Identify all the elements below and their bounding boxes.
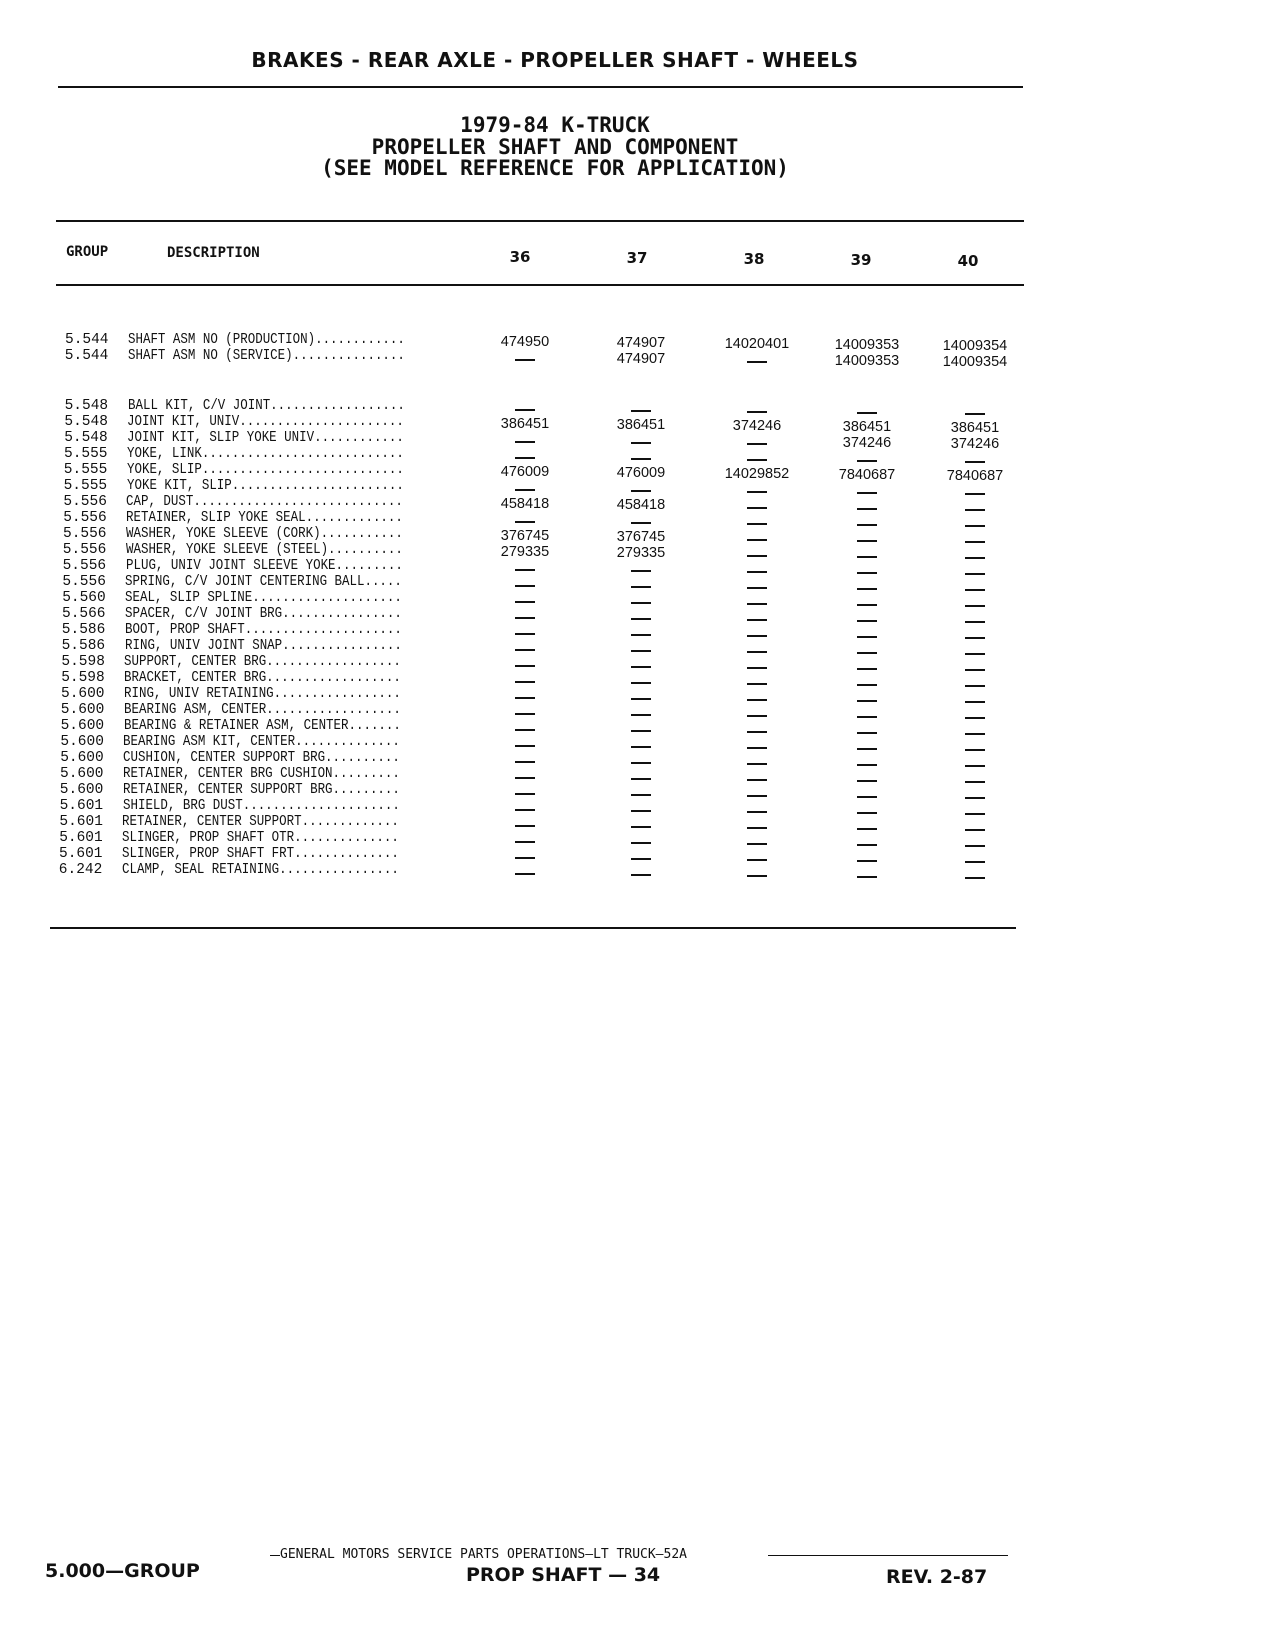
- row-group-number: 5.601: [59, 830, 103, 846]
- row-description: YOKE KIT, SLIP.......................: [126, 478, 404, 494]
- not-applicable-dash: [631, 522, 651, 524]
- not-applicable-dash: [747, 459, 767, 461]
- row-description: RETAINER, CENTER BRG CUSHION.........: [123, 766, 400, 782]
- not-applicable-dash: [747, 619, 767, 621]
- not-applicable-dash: [515, 601, 535, 603]
- not-applicable-dash: [515, 457, 535, 459]
- not-applicable-dash: [515, 777, 535, 779]
- row-description: RING, UNIV JOINT SNAP................: [124, 638, 402, 654]
- row-description: CLAMP, SEAL RETAINING................: [121, 862, 399, 878]
- not-applicable-dash: [965, 781, 985, 783]
- not-applicable-dash: [747, 667, 767, 669]
- row-description: WASHER, YOKE SLEEVE (CORK)...........: [126, 526, 403, 542]
- row-group-number: 5.601: [59, 846, 103, 862]
- not-applicable-dash: [631, 794, 651, 796]
- part-number-cell: 14009354: [942, 337, 1008, 354]
- not-applicable-dash: [965, 813, 985, 815]
- not-applicable-dash: [857, 668, 877, 670]
- row-description: PLUG, UNIV JOINT SLEEVE YOKE.........: [125, 558, 403, 574]
- not-applicable-dash: [747, 587, 767, 589]
- row-group-number: 5.598: [61, 654, 105, 670]
- row-group-number: 5.600: [60, 702, 105, 718]
- row-group-number: 5.556: [62, 542, 107, 558]
- not-applicable-dash: [857, 540, 877, 542]
- row-group-number: 5.600: [60, 734, 104, 750]
- not-applicable-dash: [857, 844, 877, 846]
- row-description: BEARING & RETAINER ASM, CENTER.......: [123, 718, 401, 734]
- not-applicable-dash: [965, 797, 985, 799]
- part-number-cell: 386451: [500, 415, 550, 432]
- not-applicable-dash: [747, 779, 767, 781]
- not-applicable-dash: [747, 747, 767, 749]
- row-group-number: 5.544: [65, 332, 109, 348]
- not-applicable-dash: [747, 875, 767, 877]
- not-applicable-dash: [857, 460, 877, 462]
- section-header: BRAKES - REAR AXLE - PROPELLER SHAFT - WHEELS: [251, 48, 859, 72]
- not-applicable-dash: [747, 683, 767, 685]
- row-group-number: 5.600: [61, 686, 105, 702]
- not-applicable-dash: [747, 491, 767, 493]
- not-applicable-dash: [515, 521, 535, 523]
- part-number-cell: 476009: [616, 464, 666, 481]
- row-group-number: 5.586: [61, 622, 106, 638]
- row-description: JOINT KIT, SLIP YOKE UNIV............: [127, 430, 405, 446]
- row-group-number: 5.555: [64, 446, 108, 462]
- part-number-cell: 474907: [616, 350, 666, 367]
- footer-revision: REV. 2-87: [886, 1566, 988, 1588]
- not-applicable-dash: [747, 411, 767, 413]
- not-applicable-dash: [747, 843, 767, 845]
- footer-line-right-rule: [768, 1555, 1008, 1556]
- not-applicable-dash: [857, 812, 877, 814]
- row-group-number: 5.600: [60, 750, 104, 766]
- not-applicable-dash: [631, 762, 651, 764]
- not-applicable-dash: [857, 636, 877, 638]
- not-applicable-dash: [965, 877, 985, 879]
- row-description: SEAL, SLIP SPLINE....................: [125, 590, 403, 606]
- not-applicable-dash: [631, 458, 651, 460]
- not-applicable-dash: [515, 665, 535, 667]
- row-group-number: 5.598: [61, 670, 105, 686]
- not-applicable-dash: [631, 730, 651, 732]
- not-applicable-dash: [965, 685, 985, 687]
- footer-group: 5.000—GROUP: [45, 1560, 200, 1582]
- not-applicable-dash: [631, 410, 651, 412]
- not-applicable-dash: [631, 842, 651, 844]
- not-applicable-dash: [747, 731, 767, 733]
- not-applicable-dash: [747, 443, 767, 445]
- not-applicable-dash: [857, 828, 877, 830]
- not-applicable-dash: [515, 857, 535, 859]
- not-applicable-dash: [631, 650, 651, 652]
- not-applicable-dash: [515, 489, 535, 491]
- part-number-cell: 14009354: [942, 353, 1008, 370]
- not-applicable-dash: [515, 585, 535, 587]
- row-description: SHIELD, BRG DUST.....................: [122, 798, 400, 814]
- not-applicable-dash: [857, 748, 877, 750]
- part-number-cell: 376745: [500, 527, 550, 544]
- part-number-cell: 7840687: [838, 466, 896, 483]
- column-header-40: 40: [957, 252, 979, 270]
- not-applicable-dash: [857, 684, 877, 686]
- row-group-number: 5.556: [63, 494, 107, 510]
- not-applicable-dash: [965, 605, 985, 607]
- not-applicable-dash: [965, 557, 985, 559]
- not-applicable-dash: [857, 652, 877, 654]
- not-applicable-dash: [965, 653, 985, 655]
- not-applicable-dash: [515, 745, 535, 747]
- not-applicable-dash: [747, 651, 767, 653]
- not-applicable-dash: [857, 508, 877, 510]
- not-applicable-dash: [857, 876, 877, 878]
- not-applicable-dash: [857, 604, 877, 606]
- not-applicable-dash: [965, 669, 985, 671]
- part-number-cell: 14009353: [834, 336, 900, 353]
- row-group-number: 5.555: [63, 478, 108, 494]
- row-group-number: 5.548: [64, 430, 108, 446]
- not-applicable-dash: [965, 829, 985, 831]
- not-applicable-dash: [965, 749, 985, 751]
- footer-page: PROP SHAFT — 34: [466, 1564, 661, 1586]
- row-group-number: 5.548: [64, 398, 109, 414]
- not-applicable-dash: [515, 697, 535, 699]
- row-description: BEARING ASM, CENTER..................: [123, 702, 401, 718]
- part-number-cell: 279335: [500, 543, 550, 560]
- not-applicable-dash: [631, 858, 651, 860]
- not-applicable-dash: [631, 682, 651, 684]
- not-applicable-dash: [965, 733, 985, 735]
- row-description: SHAFT ASM NO (PRODUCTION)............: [128, 332, 405, 348]
- not-applicable-dash: [631, 810, 651, 812]
- row-group-number: 5.601: [59, 814, 103, 830]
- not-applicable-dash: [515, 809, 535, 811]
- footer-line-left-rule: [270, 1555, 280, 1556]
- table-header-rule: [56, 284, 1024, 286]
- part-number-cell: 14020401: [724, 335, 790, 352]
- not-applicable-dash: [631, 602, 651, 604]
- part-number-cell: 458418: [616, 496, 666, 513]
- row-description: SUPPORT, CENTER BRG..................: [124, 654, 402, 670]
- not-applicable-dash: [631, 746, 651, 748]
- part-number-cell: 374246: [950, 435, 1000, 452]
- row-group-number: 5.600: [59, 782, 104, 798]
- not-applicable-dash: [857, 780, 877, 782]
- not-applicable-dash: [515, 649, 535, 651]
- row-description: WASHER, YOKE SLEEVE (STEEL)..........: [125, 542, 403, 558]
- not-applicable-dash: [747, 699, 767, 701]
- row-group-number: 5.544: [64, 348, 109, 364]
- part-number-cell: 279335: [616, 544, 666, 561]
- not-applicable-dash: [747, 827, 767, 829]
- row-description: BALL KIT, C/V JOINT..................: [127, 398, 405, 414]
- not-applicable-dash: [747, 361, 767, 363]
- not-applicable-dash: [631, 570, 651, 572]
- not-applicable-dash: [747, 811, 767, 813]
- not-applicable-dash: [965, 845, 985, 847]
- row-description: CUSHION, CENTER SUPPORT BRG..........: [123, 750, 401, 766]
- not-applicable-dash: [515, 633, 535, 635]
- row-description: CAP, DUST............................: [126, 494, 404, 510]
- not-applicable-dash: [515, 617, 535, 619]
- not-applicable-dash: [631, 586, 651, 588]
- doc-title-line3: (SEE MODEL REFERENCE FOR APPLICATION): [321, 156, 789, 180]
- part-number-cell: 386451: [842, 418, 892, 435]
- not-applicable-dash: [747, 635, 767, 637]
- footer-publisher-line: GENERAL MOTORS SERVICE PARTS OPERATIONS—LT TRUCK—52A: [280, 1547, 687, 1562]
- doc-title-line1: 1979-84 K-TRUCK: [460, 113, 650, 137]
- part-number-cell: 14009353: [834, 352, 900, 369]
- table-top-rule: [56, 220, 1024, 222]
- row-description: RING, UNIV RETAINING.................: [124, 686, 401, 702]
- column-header-38: 38: [743, 250, 765, 268]
- row-group-number: 5.556: [62, 574, 106, 590]
- part-number-cell: 474907: [616, 334, 666, 351]
- row-group-number: 5.556: [63, 526, 107, 542]
- row-description: YOKE, LINK...........................: [127, 446, 404, 462]
- not-applicable-dash: [857, 572, 877, 574]
- part-number-cell: 7840687: [946, 467, 1004, 484]
- row-description: RETAINER, SLIP YOKE SEAL.............: [126, 510, 404, 526]
- not-applicable-dash: [857, 620, 877, 622]
- not-applicable-dash: [631, 778, 651, 780]
- not-applicable-dash: [857, 860, 877, 862]
- not-applicable-dash: [965, 493, 985, 495]
- row-group-number: 5.556: [63, 510, 107, 526]
- not-applicable-dash: [857, 796, 877, 798]
- not-applicable-dash: [515, 761, 535, 763]
- not-applicable-dash: [965, 621, 985, 623]
- not-applicable-dash: [965, 541, 985, 543]
- not-applicable-dash: [747, 859, 767, 861]
- row-group-number: 6.242: [58, 862, 103, 878]
- not-applicable-dash: [965, 413, 985, 415]
- not-applicable-dash: [747, 715, 767, 717]
- not-applicable-dash: [965, 461, 985, 463]
- row-group-number: 5.566: [62, 606, 106, 622]
- not-applicable-dash: [631, 666, 651, 668]
- not-applicable-dash: [515, 825, 535, 827]
- table-bottom-rule: [50, 927, 1016, 929]
- part-number-cell: 458418: [500, 495, 550, 512]
- not-applicable-dash: [515, 873, 535, 875]
- row-group-number: 5.555: [63, 462, 108, 478]
- not-applicable-dash: [965, 717, 985, 719]
- not-applicable-dash: [965, 637, 985, 639]
- group-column-header: GROUP: [66, 244, 109, 260]
- row-description: YOKE, SLIP...........................: [126, 462, 404, 478]
- not-applicable-dash: [515, 713, 535, 715]
- description-column-header: DESCRIPTION: [167, 245, 260, 261]
- row-group-number: 5.556: [62, 558, 107, 574]
- not-applicable-dash: [747, 795, 767, 797]
- row-description: SLINGER, PROP SHAFT OTR..............: [122, 830, 400, 846]
- not-applicable-dash: [747, 571, 767, 573]
- part-number-cell: 376745: [616, 528, 666, 545]
- part-number-cell: 386451: [616, 416, 666, 433]
- not-applicable-dash: [515, 793, 535, 795]
- part-number-cell: 14029852: [724, 465, 790, 482]
- not-applicable-dash: [965, 765, 985, 767]
- not-applicable-dash: [747, 507, 767, 509]
- not-applicable-dash: [515, 681, 535, 683]
- part-number-cell: 386451: [950, 419, 1000, 436]
- not-applicable-dash: [747, 539, 767, 541]
- row-description: RETAINER, CENTER SUPPORT.............: [122, 814, 400, 830]
- not-applicable-dash: [857, 556, 877, 558]
- column-header-36: 36: [509, 248, 531, 266]
- part-number-cell: 476009: [500, 463, 550, 480]
- row-group-number: 5.600: [60, 718, 105, 734]
- not-applicable-dash: [515, 359, 535, 361]
- not-applicable-dash: [857, 700, 877, 702]
- not-applicable-dash: [857, 524, 877, 526]
- row-description: BEARING ASM KIT, CENTER..............: [123, 734, 401, 750]
- not-applicable-dash: [631, 618, 651, 620]
- not-applicable-dash: [857, 764, 877, 766]
- not-applicable-dash: [965, 701, 985, 703]
- row-description: BOOT, PROP SHAFT.....................: [124, 622, 402, 638]
- not-applicable-dash: [857, 492, 877, 494]
- not-applicable-dash: [631, 698, 651, 700]
- row-group-number: 5.601: [59, 798, 104, 814]
- not-applicable-dash: [515, 841, 535, 843]
- not-applicable-dash: [631, 634, 651, 636]
- not-applicable-dash: [965, 589, 985, 591]
- not-applicable-dash: [515, 729, 535, 731]
- not-applicable-dash: [631, 714, 651, 716]
- not-applicable-dash: [965, 573, 985, 575]
- row-description: SHAFT ASM NO (SERVICE)...............: [127, 348, 405, 364]
- not-applicable-dash: [515, 569, 535, 571]
- not-applicable-dash: [631, 826, 651, 828]
- row-description: SLINGER, PROP SHAFT FRT..............: [122, 846, 399, 862]
- header-rule: [58, 86, 1023, 88]
- doc-title-line2: PROPELLER SHAFT AND COMPONENT: [371, 135, 739, 159]
- not-applicable-dash: [857, 716, 877, 718]
- not-applicable-dash: [631, 874, 651, 876]
- not-applicable-dash: [631, 442, 651, 444]
- not-applicable-dash: [965, 509, 985, 511]
- row-group-number: 5.600: [60, 766, 104, 782]
- row-group-number: 5.560: [62, 590, 106, 606]
- row-group-number: 5.548: [64, 414, 108, 430]
- part-number-cell: 474950: [500, 333, 550, 350]
- part-number-cell: 374246: [732, 417, 782, 434]
- part-number-cell: 374246: [842, 434, 892, 451]
- column-header-39: 39: [850, 251, 872, 269]
- row-description: SPACER, C/V JOINT BRG................: [125, 606, 402, 622]
- not-applicable-dash: [857, 412, 877, 414]
- not-applicable-dash: [747, 763, 767, 765]
- row-description: BRACKET, CENTER BRG..................: [124, 670, 402, 686]
- not-applicable-dash: [965, 525, 985, 527]
- not-applicable-dash: [747, 603, 767, 605]
- not-applicable-dash: [631, 490, 651, 492]
- row-description: JOINT KIT, UNIV......................: [127, 414, 405, 430]
- not-applicable-dash: [747, 523, 767, 525]
- column-header-37: 37: [626, 249, 648, 267]
- not-applicable-dash: [747, 555, 767, 557]
- not-applicable-dash: [515, 441, 535, 443]
- not-applicable-dash: [857, 732, 877, 734]
- row-description: SPRING, C/V JOINT CENTERING BALL.....: [125, 574, 403, 590]
- not-applicable-dash: [515, 409, 535, 411]
- not-applicable-dash: [965, 861, 985, 863]
- not-applicable-dash: [857, 588, 877, 590]
- row-description: RETAINER, CENTER SUPPORT BRG.........: [122, 782, 400, 798]
- row-group-number: 5.586: [61, 638, 106, 654]
